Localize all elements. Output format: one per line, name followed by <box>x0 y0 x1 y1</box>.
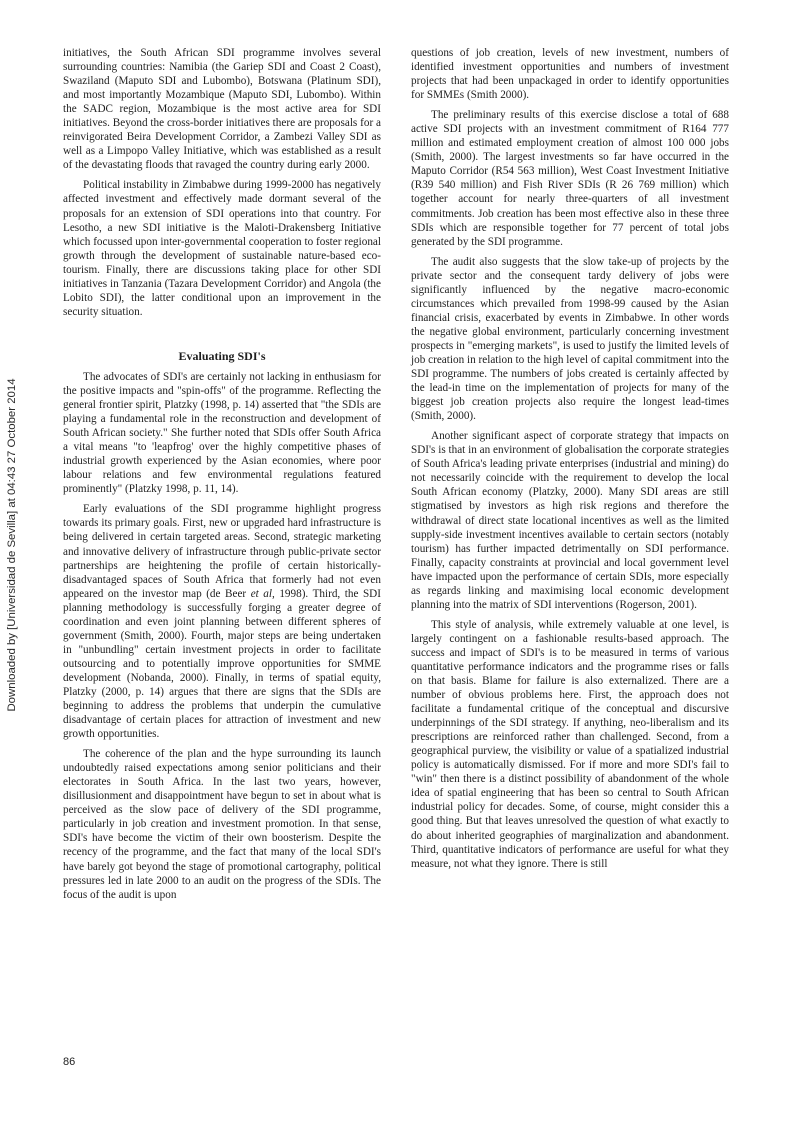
left-paragraph-2: Political instability in Zimbabwe during 1999-2000 has negatively affected investment and effectively made dormant several of the proposals for an extension of SDI operations into that country. For Lesotho, a new SDI initiative is the Maloti-Drakensberg Initiative which focussed upon inter-governmental cooperation to foster regional growth through the development of sustainable nature-based eco-tourism. Finally, there are discussions taking place for other SDI initiatives in Tanzania (Tazara Development Corridor) and Angola (the Lobito SDI), the latter conditional upon an improvement in the security situation. <box>63 179 381 318</box>
left-paragraph-3: The advocates of SDI's are certainly not lacking in enthusiasm for the positive impacts and "spin-offs" of the programme. Reflecting the general frontier spirit, Platzky (1998, p. 14) asserted that "the SDIs are playing a fundamental role in the reconstruction and development of South African society." She further noted that SDIs offer South Africa a vital means "to 'leapfrog' over the highly competitive phases of industrial growth experienced by the Asian economies, where poor labour relations and few environmental regulations featured prominently" (Platzky 1998, p. 11, 14). <box>63 370 381 496</box>
download-watermark-text: Downloaded by [Universidad de Sevilla] at 04:43 27 October 2014 <box>6 378 18 712</box>
right-paragraph-2: The preliminary results of this exercise disclose a total of 688 active SDI projects with an investment commitment of R164 777 million and estimated employment creation of almost 100 000 jobs (Smith, 2000). The largest investments so far have occurred in the Maputo Corridor (R54 563 million), West Coast Investment Initiative (R39 540 million) and Fish River SDIs (R 26 769 million) which together account for nearly three-quarters of all investment commitments. Job creation has been most effective also in these three SDIs which are responsible together for 77 percent of total jobs generated by the SDI programme. <box>411 109 729 248</box>
section-heading: Evaluating SDI's <box>178 348 266 363</box>
left-paragraph-4 <box>63 502 381 741</box>
download-watermark <box>1 365 23 725</box>
left-paragraph-4-part-1: Early evaluations of the SDI programme highlight progress towards its primary goals. First, new or upgraded hard infrastructure is being delivered in certain targeted areas. Second, strategic marketing and innovative delivery of infrastructure through public-private sector partnerships are heightening the profile of certain historically-disadvantaged spaces of South Africa that formerly had not even appeared on the investor map (de Beer <box>63 503 381 600</box>
right-paragraph-3: The audit also suggests that the slow take-up of projects by the private sector and the consequent tardy delivery of jobs were significantly influenced by the negative macro-economic circumstances which prevailed from 1998-99 caused by the Asian financial crisis, exacerbated by events in Zimbabwe. In other words the negative global environment, particularly concerning investment prospects in "emerging markets", is used to justify the limited levels of job creation in relation to the high level of capital commitment into the SDI programme. The numbers of jobs created is certainly affected by the lead-in time on the implementation of projects for many of the biggest job creation projects also require the longest lead-times (Smith, 2000). <box>411 255 729 423</box>
left-paragraph-1: initiatives, the South African SDI programme involves several surrounding countries: Namibia (the Gariep SDI and Coast 2 Coast), Swaziland (Maputo SDI and Lubombo), Botswana (Platinum SDI), and most importantly Mozambique (Maputo SDI, Lubombo). Within the SADC region, Mozambique is the most active area for SDI initiatives. Beyond the cross-border initiatives there are proposals for a reinvigorated Beira Development Corridor, a Zambezi Valley SDI as well as a Limpopo Valley Initiative, which was established as a result of the devastating floods that ravaged the country during early 2000. <box>63 47 381 172</box>
left-paragraph-4-et-al: et al, <box>250 587 275 600</box>
left-paragraph-5: The coherence of the plan and the hype surrounding its launch undoubtedly raised expectations among senior politicians and their electorates in South Africa. In the last two years, however, disillusionment and disappointment have begun to set in about what is perceived as the slow pace of delivery of the SDI programme, particularly in job creation and investment promotion. In that sense, SDI's have become the victim of their own boosterism. Despite the recency of the programme, and the fact that many of the local SDI's have barely got beyond the stage of promotional cartography, political pressures led in late 2000 to an audit on the progress of the SDIs. The focus of the audit is upon <box>63 748 381 901</box>
right-paragraph-5: This style of analysis, while extremely valuable at one level, is largely contingent on a fashionable results-based approach. The success and impact of SDI's is to be measured in terms of various quantitative performance indicators and the programme rises or falls on that basis. Blame for failure is also externalized. There are a number of obvious problems here. First, the approach does not facilitate a fundamental critique of the conceptual and discursive underpinnings of the SDI strategy. If anything, neo-liberalism and its prescriptions are reinforced rather than challenged. Second, from a geographical purview, the visibility or value of a spatialized industrial policy is automatically dismissed. For if more and more SDI's fail to "win" then there is a distinct possibility of abandonment of the whole idea of spatial engineering that has been so central to South African industrial policy for decades. Some, of course, might consider this a good thing. But that leaves unresolved the question of what exactly to do about inherited geographies of marginalization and abandonment. Third, quantitative indicators of performance are useful for what they measure, not what they ignore. There is still <box>411 618 729 870</box>
left-paragraph-4-part-2: 1998). Third, the SDI planning methodology is successfully forging a greater degree of coordination and even joint planning between different spheres of government (Smith, 2000). Fourth, major steps are being undertaken in "unbundling" certain investment projects in order to facilitate outsourcing and to potentially improve opportunities for SMME development (Nobanda, 2000). Finally, in terms of spatial equity, Platzky (2000, p. 14) argues that there are signs that the SDIs are beginning to address the problems that underpin the cumulative disadvantage of certain places for attraction of investment and new growth opportunities. <box>63 587 381 741</box>
right-paragraph-1: questions of job creation, levels of new investment, numbers of identified investment opportunities and numbers of investment projects that had been unpackaged in order to identify opportunities for SMMEs (Smith 2000). <box>411 47 729 102</box>
left-column <box>63 46 381 908</box>
right-column <box>411 46 729 877</box>
page-number: 86 <box>63 1056 76 1068</box>
right-paragraph-4: Another significant aspect of corporate strategy that impacts on SDI's is that in an environment of globalisation the corporate strategies of South Africa's leading private enterprises (industrial and mining) do not necessarily coincide with the requirement to develop the local South African economy (Platzky, 2000). Many SDI areas are still stigmatised by investors as high risk regions and therefore the withdrawal of direct state locational incentives as well as the limited supply-side investment incentives available to certain sectors (notably tourism) has further impacted detrimentally on SDI performance. Finally, capacity constraints at provincial and local government level have impacted upon the performance of certain SDIs, more especially as regards linking and maximising local economic development planning into the matrix of SDI interventions (Rogerson, 2001). <box>411 430 729 611</box>
